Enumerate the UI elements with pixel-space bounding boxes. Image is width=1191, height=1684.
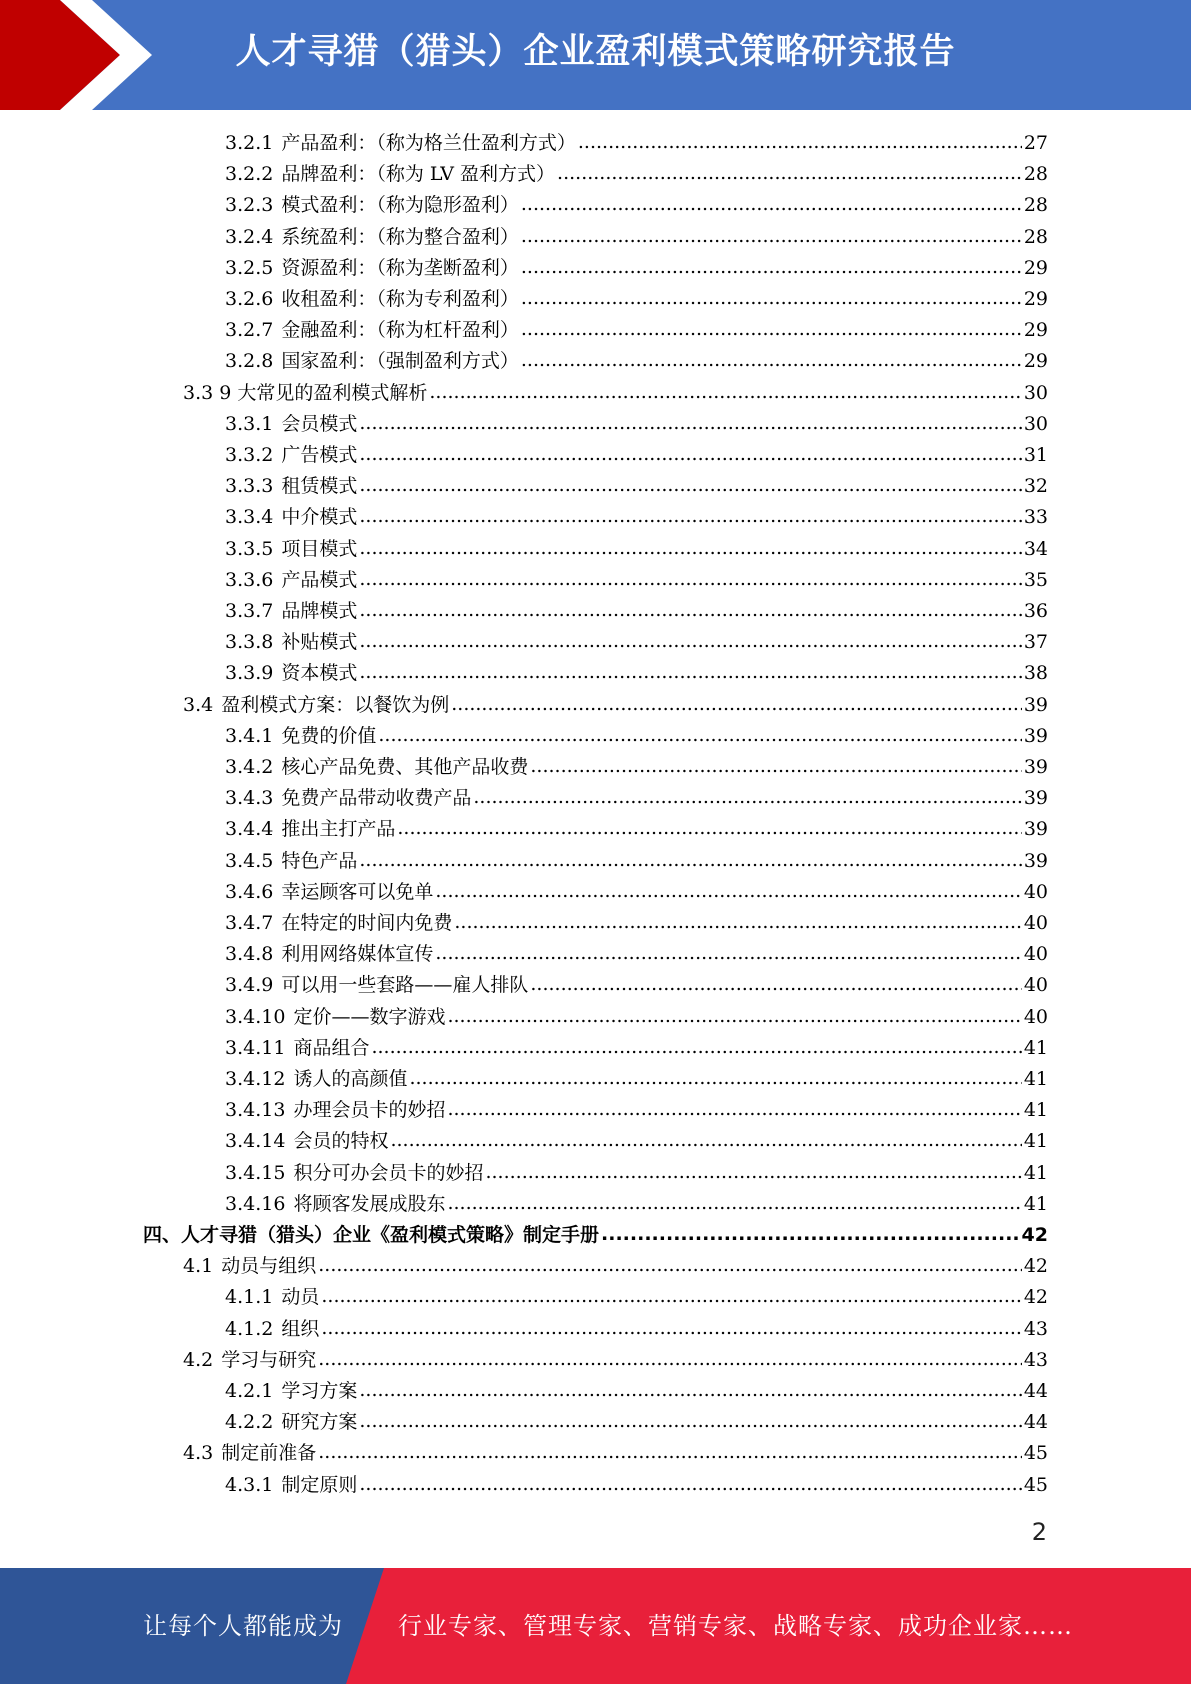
toc-entry[interactable] (225, 1282, 1048, 1313)
toc-entry-title: 品牌盈利：（称为 LV 盈利方式） (281, 163, 556, 186)
toc-entry-page: 40 (1023, 880, 1048, 903)
toc-dot-leader (359, 470, 1021, 501)
toc-entry[interactable] (143, 1220, 1048, 1251)
toc-entry-page: 29 (1023, 256, 1048, 279)
toc-entry[interactable] (225, 1126, 1048, 1157)
toc-entry-title: 将顾客发展成股东 (293, 1192, 446, 1215)
toc-entry[interactable] (225, 752, 1048, 783)
toc-entry-page: 33 (1023, 506, 1048, 529)
toc-entry[interactable] (183, 378, 1048, 409)
toc-entry[interactable] (225, 908, 1048, 939)
toc-dot-leader (557, 158, 1022, 189)
toc-entry[interactable] (225, 783, 1048, 814)
toc-dot-leader (435, 876, 1021, 907)
toc-entry-page: 36 (1023, 600, 1048, 622)
toc-entry[interactable] (225, 846, 1048, 877)
toc-dot-leader (521, 221, 1022, 252)
toc-entry-title: 产品盈利：（称为格兰仕盈利方式） (281, 132, 576, 154)
toc-entry-page: 39 (1023, 724, 1048, 747)
toc-entry-title: 中介模式 (281, 506, 358, 529)
toc-dot-leader (359, 657, 1021, 688)
toc-dot-leader (371, 1032, 1021, 1063)
toc-entry-title: 制定前准备 (221, 1442, 317, 1465)
toc-entry-title: 办理会员卡的妙招 (293, 1099, 446, 1122)
toc-entry[interactable] (225, 627, 1048, 658)
toc-entry-number: 4.2 (183, 1348, 214, 1371)
toc-entry-title: 可以用一些套路——雇人排队 (281, 974, 529, 997)
toc-entry[interactable] (225, 1033, 1048, 1064)
toc-dot-leader (359, 1375, 1021, 1406)
toc-dot-leader (409, 1063, 1021, 1094)
toc-entry[interactable] (225, 190, 1048, 221)
toc-entry-page: 29 (1023, 350, 1048, 373)
toc-entry-title: 会员的特权 (293, 1130, 389, 1153)
toc-entry[interactable] (225, 534, 1048, 565)
toc-entry-number: 3.3.1 (225, 412, 274, 435)
toc-entry-number: 3.3.3 (225, 475, 274, 498)
toc-dot-leader (601, 1219, 1020, 1250)
toc-entry-number: 4.3 (183, 1442, 214, 1465)
toc-dot-leader (451, 689, 1022, 720)
toc-entry-title: 核心产品免费、其他产品收费 (281, 756, 529, 778)
toc-entry-page: 37 (1023, 631, 1048, 654)
toc-dot-leader (359, 595, 1021, 626)
toc-dot-leader (318, 1250, 1022, 1281)
toc-entry-page: 42 (1023, 1255, 1048, 1278)
toc-entry[interactable] (225, 502, 1048, 533)
toc-entry-title: 研究方案 (281, 1411, 358, 1434)
toc-entry-number: 3.3.5 (225, 537, 274, 560)
toc-entry-number: 4.2.2 (225, 1411, 274, 1434)
toc-dot-leader (521, 189, 1022, 220)
toc-entry-page: 28 (1023, 225, 1048, 248)
toc-entry-number: 3.4.11 (225, 1036, 286, 1059)
toc-entry-number: 3.4.1 (225, 724, 274, 747)
toc-entry-number: 3.4.9 (225, 974, 274, 997)
toc-entry-title: 广告模式 (281, 444, 358, 466)
toc-dot-leader (530, 969, 1021, 1000)
toc-entry-number: 3.3.6 (225, 568, 274, 591)
toc-entry-number: 3.3.7 (225, 600, 274, 622)
toc-entry-title: 幸运顾客可以免单 (281, 880, 434, 903)
toc-entry-title: 在特定的时间内免费 (281, 912, 453, 934)
toc-entry-title: 补贴模式 (281, 631, 358, 654)
toc-entry-page: 40 (1023, 943, 1048, 966)
toc-entry[interactable] (225, 1470, 1048, 1501)
toc-dot-leader (390, 1125, 1021, 1156)
toc-entry-page: 41 (1023, 1192, 1048, 1215)
toc-entry-number: 3.4.14 (225, 1130, 286, 1153)
toc-entry-number: 3.4.15 (225, 1161, 286, 1184)
toc-entry-title: 盈利模式方案：以餐饮为例 (221, 693, 450, 716)
toc-entry-page: 39 (1023, 787, 1048, 810)
toc-entry[interactable] (225, 970, 1048, 1001)
toc-entry[interactable] (225, 471, 1048, 502)
toc-entry-page: 38 (1023, 662, 1048, 685)
toc-entry-number: 3.4.5 (225, 849, 274, 872)
toc-entry-title: 金融盈利：（称为杠杆盈利） (281, 319, 519, 342)
toc-entry-page: 40 (1023, 1005, 1048, 1028)
toc-entry[interactable] (183, 690, 1048, 721)
toc-entry-page: 45 (1023, 1473, 1048, 1496)
toc-entry-page: 27 (1023, 132, 1048, 154)
toc-entry[interactable] (183, 1251, 1048, 1282)
toc-entry-number: 3.4.4 (225, 818, 274, 841)
toc-entry[interactable] (183, 1438, 1048, 1469)
toc-dot-leader (454, 907, 1021, 938)
toc-dot-leader (521, 283, 1022, 314)
toc-entry-page: 43 (1023, 1317, 1048, 1340)
toc-dot-leader (447, 1001, 1021, 1032)
toc-entry[interactable] (225, 253, 1048, 284)
toc-dot-leader (359, 1406, 1021, 1437)
toc-entry-title: 免费的价值 (281, 724, 377, 747)
toc-entry[interactable] (225, 346, 1048, 377)
toc-entry-number: 3.2.3 (225, 194, 274, 217)
toc-entry-number: 3.4.13 (225, 1099, 286, 1122)
toc-entry-title: 学习方案 (281, 1380, 358, 1402)
toc-entry-page: 31 (1023, 444, 1048, 466)
toc-entry[interactable] (225, 1407, 1048, 1438)
toc-dot-leader (359, 408, 1021, 439)
footer-slogan-left: 让每个人都能成为 (143, 1612, 343, 1640)
toc-entry-page: 42 (1023, 1286, 1048, 1309)
toc-entry-page: 39 (1023, 818, 1048, 841)
toc-dot-leader (359, 533, 1021, 564)
toc-entry-page: 44 (1023, 1380, 1048, 1402)
toc-dot-leader (359, 501, 1021, 532)
toc-entry-title: 会员模式 (281, 412, 358, 435)
toc-entry-page: 41 (1023, 1161, 1048, 1184)
toc-entry-number: 3.4.7 (225, 912, 274, 934)
toc-entry-page: 43 (1023, 1348, 1048, 1371)
toc-entry-title: 四、人才寻猎（猎头）企业《盈利模式策略》制定手册 (143, 1224, 600, 1246)
toc-entry-page: 41 (1023, 1068, 1048, 1090)
toc-entry-title: 产品模式 (281, 568, 358, 591)
toc-entry-number: 3.2.2 (225, 163, 274, 186)
toc-dot-leader (359, 1469, 1021, 1500)
toc-dot-leader (359, 439, 1021, 470)
toc-entry-number: 3.4.2 (225, 756, 274, 778)
toc-entry[interactable] (225, 939, 1048, 970)
toc-entry[interactable] (225, 1376, 1048, 1407)
page-number: 2 (1031, 1518, 1047, 1546)
toc-entry-number: 3.3.4 (225, 506, 274, 529)
toc-entry-title: 商品组合 (293, 1036, 370, 1059)
toc-entry-number: 3.4.8 (225, 943, 274, 966)
toc-entry-page: 39 (1023, 756, 1048, 778)
toc-entry-title: 3.3 9 大常见的盈利模式解析 (183, 381, 428, 404)
toc-entry-number: 4.3.1 (225, 1473, 274, 1496)
toc-dot-leader (521, 314, 1022, 345)
toc-entry-page: 39 (1023, 693, 1048, 716)
toc-entry-page: 29 (1023, 288, 1048, 310)
footer-slogan-right: 行业专家、管理专家、营销专家、战略专家、成功企业家…… (398, 1612, 1073, 1640)
toc-entry-title: 模式盈利：（称为隐形盈利） (281, 194, 519, 217)
toc-dot-leader (321, 1281, 1021, 1312)
toc-entry-number: 3.2.6 (225, 288, 274, 310)
toc-dot-leader (359, 564, 1021, 595)
toc-entry-title: 动员与组织 (221, 1255, 317, 1278)
toc-entry[interactable] (225, 1158, 1048, 1189)
toc-entry-title: 租赁模式 (281, 475, 358, 498)
toc-entry-title: 制定原则 (281, 1473, 358, 1496)
toc-entry-page: 30 (1023, 381, 1048, 404)
toc-dot-leader (378, 720, 1021, 751)
toc-dot-leader (578, 127, 1022, 158)
toc-entry[interactable] (225, 565, 1048, 596)
toc-entry-page: 40 (1023, 974, 1048, 997)
toc-entry-number: 4.2.1 (225, 1380, 274, 1402)
toc-entry-title: 学习与研究 (221, 1348, 317, 1371)
toc-entry-number: 3.3.8 (225, 631, 274, 654)
toc-entry[interactable] (225, 159, 1048, 190)
toc-entry-title: 免费产品带动收费产品 (281, 787, 472, 810)
toc-entry-title: 资源盈利：（称为垄断盈利） (281, 256, 519, 279)
toc-entry-number: 3.4.3 (225, 787, 274, 810)
toc-entry-title: 品牌模式 (281, 600, 358, 622)
document-title: 人才寻猎（猎头）企业盈利模式策略研究报告 (235, 32, 956, 72)
toc-entry[interactable] (225, 1095, 1048, 1126)
toc-entry-title: 积分可办会员卡的妙招 (293, 1161, 484, 1184)
toc-entry[interactable] (225, 440, 1048, 471)
toc-entry-title: 推出主打产品 (281, 818, 396, 841)
toc-dot-leader (359, 626, 1021, 657)
toc-dot-leader (318, 1344, 1022, 1375)
toc-dot-leader (435, 938, 1021, 969)
toc-entry-title: 收租盈利：（称为专利盈利） (281, 288, 519, 310)
toc-entry-number: 3.4.12 (225, 1068, 286, 1090)
toc-entry-number: 3.4.16 (225, 1192, 286, 1215)
toc-entry-number: 3.3.9 (225, 662, 274, 685)
toc-entry-number: 3.4.6 (225, 880, 274, 903)
toc-dot-leader (397, 813, 1021, 844)
toc-entry-number: 3.4.10 (225, 1005, 286, 1028)
toc-entry-page: 35 (1023, 568, 1048, 591)
toc-dot-leader (447, 1094, 1021, 1125)
toc-entry-title: 利用网络媒体宣传 (281, 943, 434, 966)
toc-entry-title: 资本模式 (281, 662, 358, 685)
toc-entry-page: 41 (1023, 1099, 1048, 1122)
toc-dot-leader (530, 751, 1021, 782)
toc-dot-leader (359, 845, 1021, 876)
toc-entry[interactable] (225, 1314, 1048, 1345)
toc-entry-number: 3.2.5 (225, 256, 274, 279)
toc-entry[interactable] (225, 284, 1048, 315)
toc-entry-page: 39 (1023, 849, 1048, 872)
toc-entry-title: 动员 (281, 1286, 320, 1309)
toc-entry[interactable] (225, 658, 1048, 689)
toc-dot-leader (521, 252, 1022, 283)
toc-entry-page: 41 (1023, 1036, 1048, 1059)
toc-entry-page: 34 (1023, 537, 1048, 560)
toc-entry-number: 3.2.1 (225, 132, 274, 154)
toc-entry-page: 41 (1023, 1130, 1048, 1153)
toc-dot-leader (473, 782, 1021, 813)
toc-entry-page: 40 (1023, 912, 1048, 934)
toc-entry-title: 系统盈利：（称为整合盈利） (281, 225, 519, 248)
toc-entry-number: 3.2.7 (225, 319, 274, 342)
toc-entry-title: 诱人的高颜值 (293, 1068, 408, 1090)
toc-entry[interactable] (225, 1002, 1048, 1033)
toc-entry[interactable] (225, 877, 1048, 908)
toc-entry-number: 4.1.2 (225, 1317, 274, 1340)
toc-entry-page: 30 (1023, 412, 1048, 435)
toc-dot-leader (485, 1157, 1021, 1188)
toc-entry-title: 特色产品 (281, 849, 358, 872)
toc-dot-leader (429, 377, 1021, 408)
toc-entry[interactable] (225, 128, 1048, 159)
toc-dot-leader (321, 1313, 1021, 1344)
toc-entry[interactable] (225, 222, 1048, 253)
toc-entry[interactable] (183, 1345, 1048, 1376)
toc-entry-page: 28 (1023, 163, 1048, 186)
toc-entry-page: 28 (1023, 194, 1048, 217)
toc-entry[interactable] (225, 596, 1048, 627)
toc-entry-page: 29 (1023, 319, 1048, 342)
toc-entry-number: 4.1.1 (225, 1286, 274, 1309)
toc-entry-page: 32 (1023, 475, 1048, 498)
toc-entry[interactable] (225, 409, 1048, 440)
toc-entry-title: 定价——数字游戏 (293, 1005, 446, 1028)
toc-entry-title: 国家盈利：（强制盈利方式） (281, 350, 519, 373)
toc-entry-number: 3.2.8 (225, 350, 274, 373)
toc-dot-leader (318, 1437, 1022, 1468)
toc-entry[interactable] (225, 315, 1048, 346)
toc-entry[interactable] (225, 721, 1048, 752)
toc-entry[interactable] (225, 814, 1048, 845)
toc-entry-title: 组织 (281, 1317, 320, 1340)
page-footer (0, 1568, 1191, 1684)
toc-entry-number: 4.1 (183, 1255, 214, 1278)
toc-entry-number: 3.4 (183, 693, 214, 716)
toc-dot-leader (447, 1188, 1021, 1219)
toc-entry-number: 3.3.2 (225, 444, 274, 466)
page-header (0, 0, 1191, 110)
toc-entry-page: 44 (1023, 1411, 1048, 1434)
toc-entry[interactable] (225, 1064, 1048, 1095)
toc-entry-page: 42 (1021, 1224, 1048, 1246)
toc-entry-page: 45 (1023, 1442, 1048, 1465)
toc-entry-number: 3.2.4 (225, 225, 274, 248)
toc-entry-title: 项目模式 (281, 537, 358, 560)
toc-dot-leader (521, 345, 1022, 376)
toc-entry[interactable] (225, 1189, 1048, 1220)
